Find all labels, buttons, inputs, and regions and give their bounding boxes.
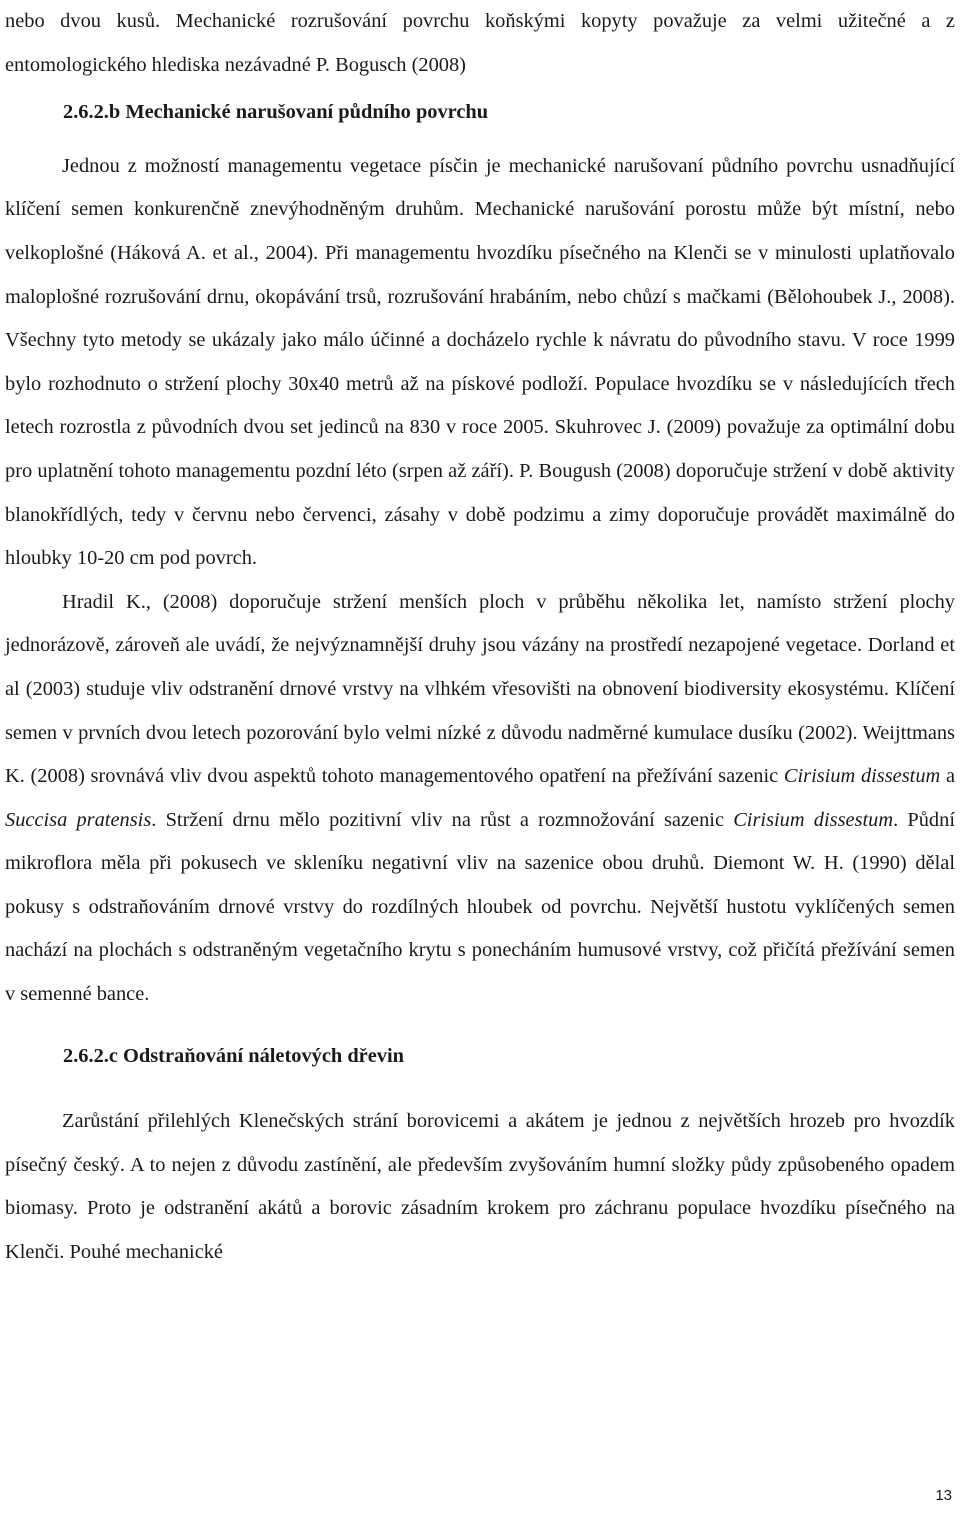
intro-paragraph: nebo dvou kusů. Mechanické rozrušování povrchu koňskými kopyty považuje za velmi užitečné a z entomologického hlediska nezávadné P. Bogusch (2008) [5, 10, 955, 76]
document-page [5, 0, 955, 1275]
paragraph-text: a [940, 765, 956, 788]
paragraph-text: . Půdní mikroflora měla při pokusech ve skleníku negativní vliv na sazenice obou druhů. Diemont W. H. (1990) dělal pokusy s odstraňováním drnové vrstvy do rozdílných hloubek od povrchu. Největší hustotu vyklíčených semen nachází na plochách s odstraněným vegetačního krytu s ponecháním humusové vrstvy, což přičítá přežívání semen v semenné bance. [5, 808, 955, 1006]
section-c-paragraph-1: Zarůstání přilehlých Klenečských strání borovicemi a akátem je jednou z největších hrozeb pro hvozdík písečný český. A to nejen z důvodu zastínění, ale především zvyšováním humní složky půdy způsobeného opadem biomasy. Proto je odstranění akátů a borovic zásadním krokem pro záchranu populace hvozdíku písečného na Klenči. Pouhé mechanické [5, 1110, 955, 1264]
species-name: Cirisium dissestum [783, 765, 941, 788]
section-heading-c: 2.6.2.c Odstraňování náletových dřevin [63, 1044, 404, 1067]
section-b-paragraph-1: Jednou z možností managementu vegetace písčin je mechanické narušovaní půdního povrchu usnadňující klíčení semen konkurenčně znevýhodněným druhům. Mechanické narušování porostu může být místní, nebo velkoplošné (Háková A. et al., 2004). Při managementu hvozdíku písečného na Klenči se v minulosti uplatňovalo maloplošné rozrušování drnu, okopávání trsů, rozrušování hrabáním, nebo chůzí s mačkami (Bělohoubek J., 2008). Všechny tyto metody se ukázaly jako málo účinné a docházelo rychle k návratu do původního stavu. V roce 1999 bylo rozhodnuto o stržení plochy 30x40 metrů až na pískové podloží. Populace hvozdíku se v následujících třech letech rozrostla z původních dvou set jedinců na 830 v roce 2005. Skuhrovec J. (2009) považuje za optimální dobu pro uplatnění tohoto managementu pozdní léto (srpen až září). P. Bougush (2008) doporučuje stržení v době aktivity blanokřídlých, tedy v červnu nebo červenci, zásahy v době podzimu a zimy doporučuje provádět maximálně do hloubky 10-20 cm pod povrch. [5, 154, 955, 570]
species-name: Succisa pratensis [5, 808, 152, 831]
page-number: 13 [935, 1487, 952, 1504]
section-b-paragraph-2 [5, 581, 955, 1017]
paragraph-text: . Stržení drnu mělo pozitivní vliv na růst a rozmnožování sazenic [151, 808, 734, 831]
section-heading-b: 2.6.2.b Mechanické narušovaní půdního povrchu [63, 101, 489, 124]
species-name: Cirisium dissestum [733, 808, 894, 831]
paragraph-text: Hradil K., (2008) doporučuje stržení menších ploch v průběhu několika let, namísto stržení plochy jednorázově, zároveň ale uvádí, že nejvýznamnější druhy jsou vázány na prostředí nezapojené vegetace. Dorland et al (2003) studuje vliv odstranění drnové vrstvy na vlhkém vřesovišti na obnovení biodiversity ekosystému. Klíčení semen v prvních dvou letech pozorování bylo velmi nízké z důvodu nadměrné kumulace dusíku (2002). Weijttmans K. (2008) srovnává vliv dvou aspektů tohoto managementového opatření na přežívání sazenic [5, 590, 955, 788]
